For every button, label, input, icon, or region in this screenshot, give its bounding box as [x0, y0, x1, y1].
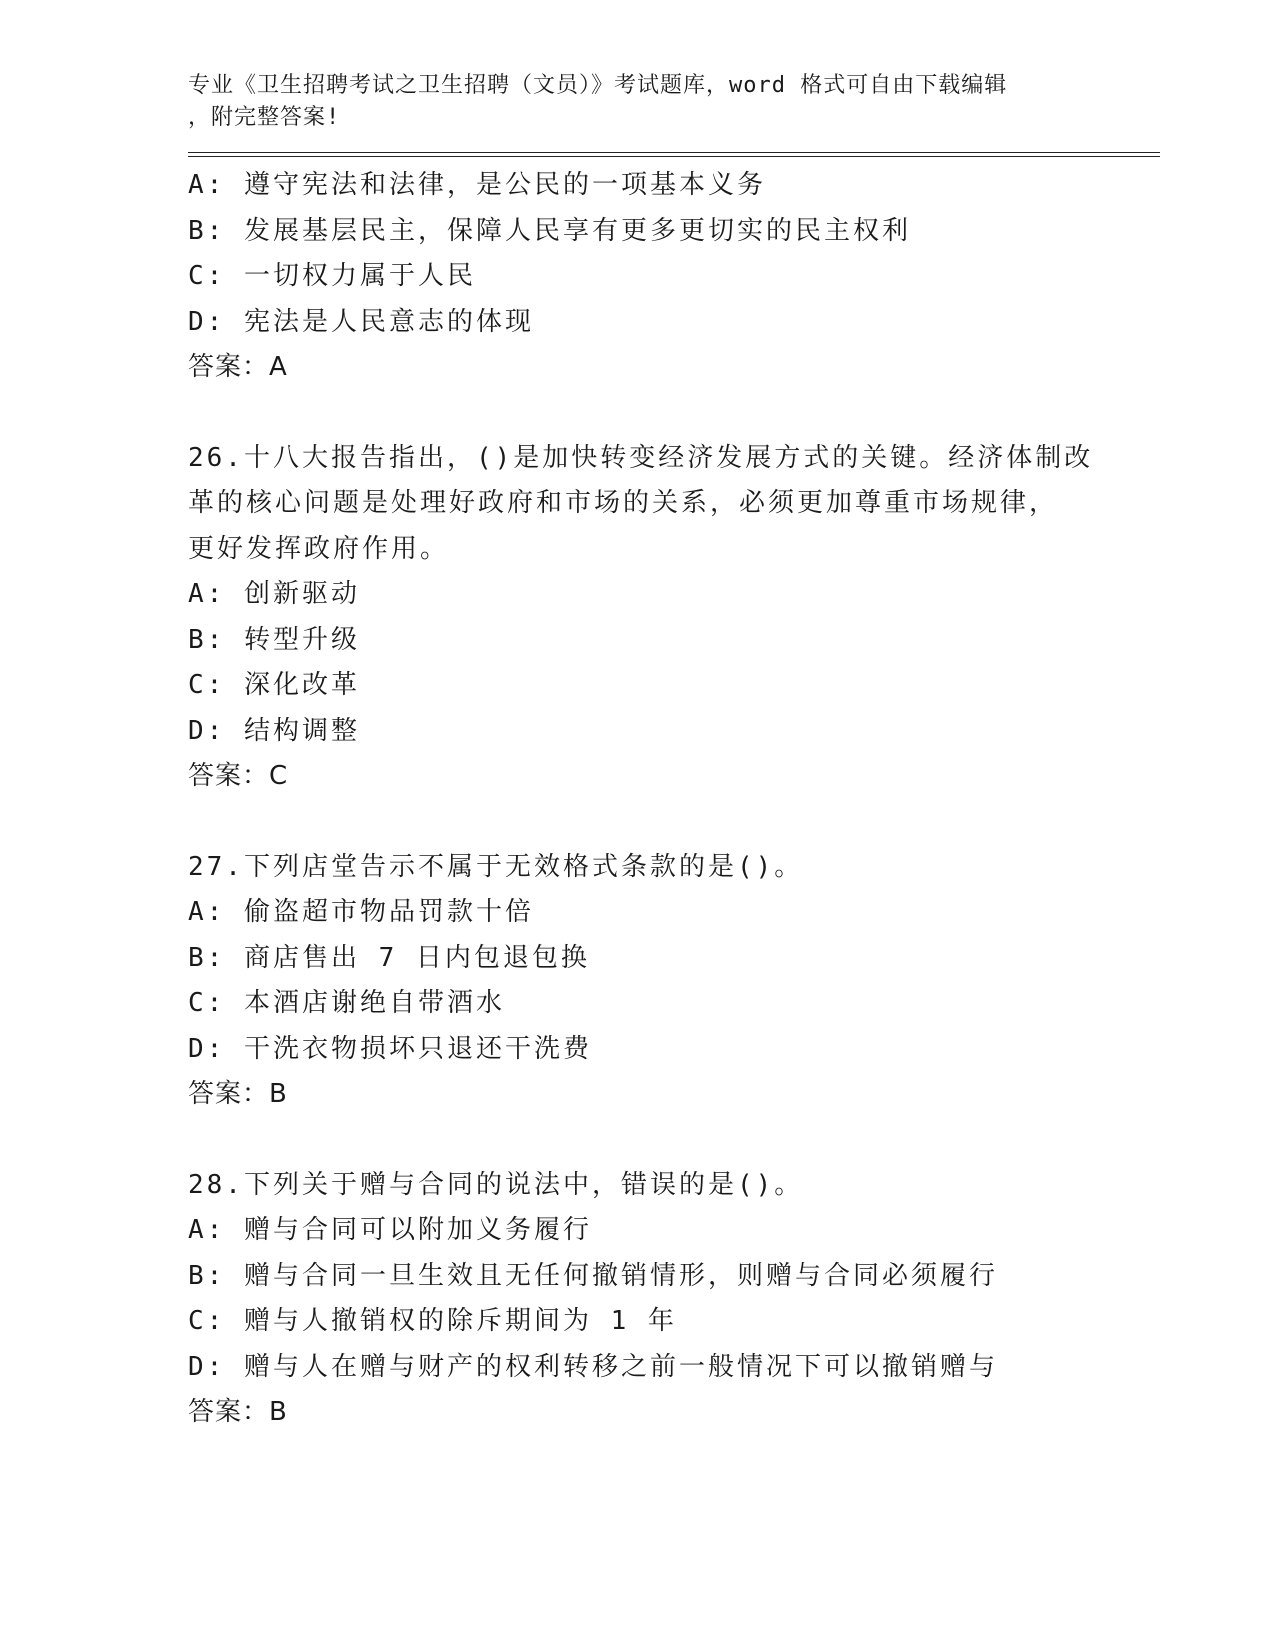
option-a: A: 赠与合同可以附加义务履行 — [188, 1215, 592, 1245]
option-b: B: 商店售出 7 日内包退包换 — [188, 942, 590, 973]
option-d: D: 赠与人在赠与财产的权利转移之前一般情况下可以撤销赠与 — [188, 1351, 998, 1382]
question-stem: 27.下列店堂告示不属于无效格式条款的是()。 — [188, 851, 804, 882]
option-d: D: 干洗衣物损坏只退还干洗费 — [188, 1033, 592, 1064]
answer-line: 答案：B — [188, 1079, 288, 1109]
question-27 — [188, 845, 1148, 1118]
spacer — [188, 1118, 1148, 1163]
option-b: B: 转型升级 — [188, 624, 360, 655]
document-page — [188, 70, 1148, 1436]
spacer — [188, 391, 1148, 436]
option-c: C: 赠与人撤销权的除斥期间为 1 年 — [188, 1306, 677, 1336]
option-a: A: 遵守宪法和法律，是公民的一项基本义务 — [188, 170, 766, 200]
option-a: A: 偷盗超市物品罚款十倍 — [188, 897, 534, 927]
question-stem: 革的核心问题是处理好政府和市场的关系，必须更加尊重市场规律， — [188, 488, 1059, 518]
answer-line: 答案：A — [188, 352, 288, 382]
answer-line: 答案：C — [188, 761, 289, 791]
question-26 — [188, 436, 1148, 800]
option-a: A: 创新驱动 — [188, 579, 360, 609]
answer-line: 答案：B — [188, 1397, 288, 1427]
option-c: C: 一切权力属于人民 — [188, 261, 476, 291]
option-b: B: 发展基层民主，保障人民享有更多更切实的民主权利 — [188, 215, 911, 246]
question-28 — [188, 1163, 1148, 1436]
header-divider — [188, 152, 1160, 157]
document-header — [188, 70, 1148, 134]
option-c: C: 深化改革 — [188, 670, 360, 700]
header-line-2: ，附完整答案! — [188, 105, 341, 130]
question-stem: 26.十八大报告指出，()是加快转变经济发展方式的关键。经济体制改 — [188, 442, 1094, 473]
header-line-1: 专业《卫生招聘考试之卫生招聘（文员）》考试题库，word 格式可自由下载编辑 — [188, 73, 1008, 98]
option-d: D: 宪法是人民意志的体现 — [188, 306, 534, 337]
spacer — [188, 800, 1148, 845]
option-d: D: 结构调整 — [188, 715, 360, 746]
option-b: B: 赠与合同一旦生效且无任何撤销情形，则赠与合同必须履行 — [188, 1260, 998, 1291]
question-25-options — [188, 163, 1148, 391]
option-c: C: 本酒店谢绝自带酒水 — [188, 988, 505, 1018]
question-stem: 28.下列关于赠与合同的说法中，错误的是()。 — [188, 1169, 804, 1200]
question-stem: 更好发挥政府作用。 — [188, 533, 450, 564]
